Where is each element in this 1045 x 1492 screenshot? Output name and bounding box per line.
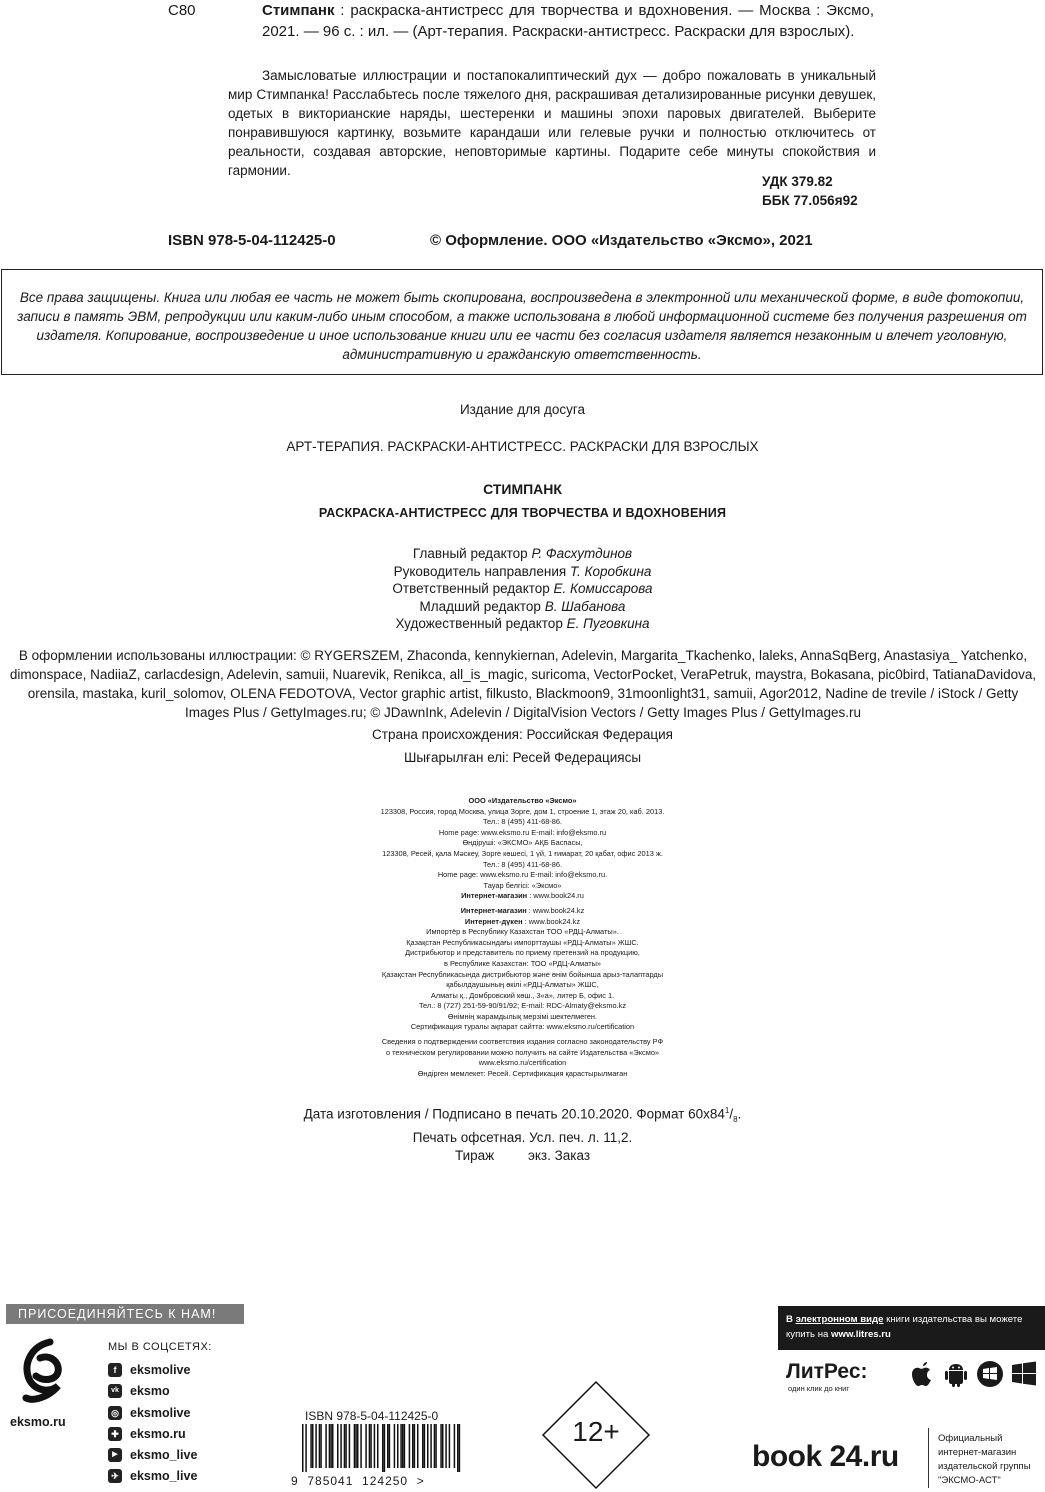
social-youtube[interactable] xyxy=(108,1447,197,1463)
print-info xyxy=(0,1102,1045,1165)
social-twitter[interactable] xyxy=(108,1468,197,1484)
youtube-icon: ▶ xyxy=(108,1448,122,1462)
bibliographic-record xyxy=(262,0,874,42)
publisher-line: Тел.: 8 (495) 411-68-86. xyxy=(482,817,563,827)
apple-icon[interactable] xyxy=(908,1360,936,1388)
publisher-line: қабылдаушының өкілі «РДЦ-Алматы» ЖШС, xyxy=(446,980,599,990)
publisher-name: ООО «Издательство «Эксмо» xyxy=(468,796,577,805)
publisher-line: Home page: www.eksmo.ru E-mail: info@eksmo.ru. xyxy=(437,870,608,880)
series-name: АРТ-ТЕРАПИЯ. РАСКРАСКИ-АНТИСТРЕСС. РАСКРАСКИ ДЛЯ ВЗРОСЛЫХ xyxy=(286,439,759,454)
editor-name: В. Шабанова xyxy=(544,598,626,614)
barcode-digits: 9 785041 124250 > xyxy=(291,1474,425,1488)
publisher-line: Өндірген мемлекет: Ресей. Сертификация қарастырылмаған xyxy=(417,1068,628,1078)
publisher-line: Тел.: 8 (495) 411-68-86. xyxy=(482,859,563,869)
age-rating: 12+ xyxy=(572,1416,620,1447)
android-icon[interactable] xyxy=(942,1360,970,1388)
online-shop-ru: Интернет-магазин : www.book24.ru xyxy=(461,891,584,901)
online-shop-kz: Интернет-магазин : www.book24.kz xyxy=(460,905,585,915)
social-label: eksmo_live xyxy=(130,1448,198,1462)
editor-row xyxy=(0,545,1045,563)
divider xyxy=(928,1428,929,1488)
bbk-code: ББК 77.056я92 xyxy=(762,193,858,208)
print-run: Тираж экз. Заказ xyxy=(454,1148,591,1164)
editor-name: Е. Пуговкина xyxy=(566,616,650,631)
country-of-origin: Страна происхождения: Российская Федерация xyxy=(372,727,673,742)
join-us-banner: ПРИСОЕДИНЯЙТЕСЬ К НАМ! xyxy=(6,1304,244,1324)
instagram-icon: ◎ xyxy=(108,1406,122,1420)
windows-icon[interactable] xyxy=(1010,1360,1038,1388)
online-shop-kz2: Интернет-дүкен : www.book24.kz xyxy=(464,916,581,926)
publisher-line: Home page: www.eksmo.ru E-mail: info@eksmo.ru xyxy=(438,827,607,837)
social-label: eksmolive xyxy=(130,1406,191,1420)
book24-logo[interactable]: book 24.ru xyxy=(752,1440,899,1473)
litres-logo[interactable]: ЛитРес: xyxy=(786,1360,868,1383)
catalog-code: С80 xyxy=(168,2,196,19)
country-of-origin-kz: Шығарылған елі: Ресей Федерациясы xyxy=(403,750,642,765)
barcode-icon xyxy=(302,1424,462,1472)
editor-row xyxy=(0,598,1045,616)
publisher-line: Қазақстан Республикасындағы импорттаушы «РДЦ-Алматы» ЖШС. xyxy=(406,937,639,947)
copyright: © Оформление. ООО «Издательство «Эксмо», 2021 xyxy=(430,232,813,249)
editors-list xyxy=(0,545,1045,633)
udk-code: УДК 379.82 xyxy=(762,174,833,189)
editor-role: Руководитель направления xyxy=(393,563,570,579)
annotation: Замысловатые иллюстрации и постапокалиптический дух — добро пожаловать в уникальный мир Стимпанка! Расслабьтесь после тяжелого дня, раскрашивая детализированные рисунки девушек, одетых в викторианские наряды, шестеренки и машины эпохи паровых двигателей. Выберите понравившуюся картинку, возьмите карандаши или гелевые ручки и полностью отключитесь от реальности, создавая авторские, неповторимые картины. Подарите себе минуты спокойствия и гармонии. xyxy=(228,68,876,178)
editor-name: Е. Комиссарова xyxy=(553,581,653,596)
eksmo-logo-icon[interactable] xyxy=(20,1336,66,1408)
publisher-info xyxy=(0,796,1045,1079)
vk-icon: vk xyxy=(108,1384,122,1398)
editor-name: Т. Коробкина xyxy=(569,563,652,579)
facebook-icon: f xyxy=(108,1363,122,1377)
editor-role: Главный редактор xyxy=(412,546,532,561)
book-title: СТИМПАНК xyxy=(483,481,562,497)
litres-banner[interactable]: В электронном виде книги издательства вы можете купить на www.litres.ru xyxy=(778,1306,1045,1350)
editor-row xyxy=(0,580,1045,598)
publisher-line: 123308, Россия, город Москва, улица Зорге, дом 1, строение 1, этаж 20, каб. 2013. xyxy=(380,806,665,816)
social-label: eksmolive xyxy=(130,1363,191,1377)
publisher-line: Сведения о подтверждении соответствия издания согласно законодательству РФ xyxy=(381,1037,664,1047)
publisher-line: Қазақстан Республикасында дистрибьютор және өнім бойынша арыз-талаптарды xyxy=(381,969,664,979)
rights-notice: Все права защищены. Книга или любая ее часть не может быть скопирована, воспроизведена в электронной или механической форме, в виде фотокопии, записи в память ЭВМ, репродукции или каким-либо иным способом, а также использована в любой информационной системе без получения разрешения от издателя. Копирование, воспроизведение и иное использование книги или ее части без согласия издателя является незаконным и влечет уголовную, административную и гражданскую ответственность. xyxy=(17,290,1027,362)
social-instagram[interactable] xyxy=(108,1405,190,1421)
social-label: eksmo xyxy=(130,1384,170,1398)
social-facebook[interactable] xyxy=(108,1362,190,1378)
social-vk[interactable] xyxy=(108,1383,170,1399)
publisher-line: Импортёр в Республику Казахстан ТОО «РДЦ-Алматы». xyxy=(426,927,619,937)
isbn: ISBN 978-5-04-112425-0 xyxy=(168,232,336,249)
book-title-bold: Стимпанк xyxy=(262,2,335,19)
publisher-line: Сертификация туралы ақпарат сайтта: www.eksmo.ru/certification xyxy=(410,1022,635,1032)
publisher-line: Тел.: 8 (727) 251-59-90/91/92; E-mail: RDC-Almaty@eksmo.kz xyxy=(418,1001,627,1011)
book-subtitle: РАСКРАСКА-АНТИСТРЕСС ДЛЯ ТВОРЧЕСТВА И ВДОХНОВЕНИЯ xyxy=(318,506,727,520)
social-title: МЫ В СОЦСЕТЯХ: xyxy=(108,1341,212,1353)
publisher-line: Дистрибьютор и представитель по приему претензий на продукцию, xyxy=(405,948,640,958)
print-date-format: Дата изготовления / Подписано в печать 20.10.2020. Формат $60x84^1/_8$. xyxy=(303,1106,742,1125)
social-label: eksmo_live xyxy=(130,1469,198,1483)
book24-description: Официальный интернет-магазин издательской группы "ЭКСМО-АСТ" xyxy=(938,1433,1031,1486)
plus-icon: ✚ xyxy=(108,1427,122,1441)
edition-type: Издание для досуга xyxy=(459,402,586,417)
editor-row xyxy=(0,615,1045,633)
eksmo-site-link[interactable]: eksmo.ru xyxy=(10,1415,66,1429)
publisher-line: о техническом регулировании можно получить на сайте Издательства «Эксмо» xyxy=(385,1047,660,1057)
publisher-line: в Республике Казахстан: ТОО «РДЦ-Алматы» xyxy=(443,958,602,968)
publisher-line: Алматы қ., Домбровский көш., 3«а», литер Б, офис 1. xyxy=(430,990,615,1000)
editor-row xyxy=(0,563,1045,581)
print-type: Печать офсетная. Усл. печ. л. 11,2. xyxy=(412,1130,633,1146)
litres-tagline: один клик до книг xyxy=(788,1384,850,1393)
illustration-credits: В оформлении использованы иллюстрации: © RYGERSZEM, Zhaconda, kennykiernan, Adelevin, Margarita_Tkachenko, laleks, AnnaSqBerg, Anastasiya_ Yatchenko, dimonspace, NadiiaZ, carlacdesign, Adelevin, samuii, Nuarevik, Renikca, all_is_magic, suricoma, VectorPocket, VeraPetruk, maystra, Bokasana, pic0bird, TatianaDavidova, orensila, mastaka, kuril_solomov, OLENA FEDOTOVA, Vector graphic artist, filkusto, Blackmoon9, 31moonlight31, samuii, Agor2012, Nadine de trevile / iStock / Getty Images Plus / GettyImages.ru; © JDawnInk, Adelevin / DigitalVision Vectors / Getty Images Plus / GettyImages.ru xyxy=(9,648,1037,720)
publisher-line: Өнімнің жарамдылық мерзімі шектелмеген. xyxy=(447,1011,598,1021)
publisher-line: www.eksmo.ru/certification xyxy=(478,1058,567,1068)
editor-role: Младший редактор xyxy=(419,598,545,614)
rights-notice-box xyxy=(1,269,1043,375)
editor-role: Ответственный редактор xyxy=(392,581,554,596)
twitter-icon: ✈ xyxy=(108,1469,122,1483)
social-ok[interactable] xyxy=(108,1426,186,1442)
social-label: eksmo.ru xyxy=(130,1427,186,1441)
editor-role: Художественный редактор xyxy=(395,616,567,631)
bibliographic-details: : раскраска-антистресс для творчества и вдохновения. — Москва : Эксмо, 2021. — 96 с. : ил. — (Арт-терапия. Раскраски-антистресс. Раскраски для взрослых). xyxy=(262,2,874,40)
publisher-line: Тауар белгісі: «Эксмо» xyxy=(483,880,562,890)
editor-name: Р. Фасхутдинов xyxy=(531,546,633,561)
publisher-line: Өндіруші: «ЭКСМО» АҚБ Баспасы, xyxy=(462,838,583,848)
windows-phone-icon[interactable] xyxy=(976,1360,1004,1388)
publisher-line: 123308, Ресей, қала Мәскеу, Зорге көшесі, 1 үй, 1 ғимарат, 20 қабат, офис 2013 ж. xyxy=(382,848,663,858)
barcode-isbn: ISBN 978-5-04-112425-0 xyxy=(305,1409,439,1423)
